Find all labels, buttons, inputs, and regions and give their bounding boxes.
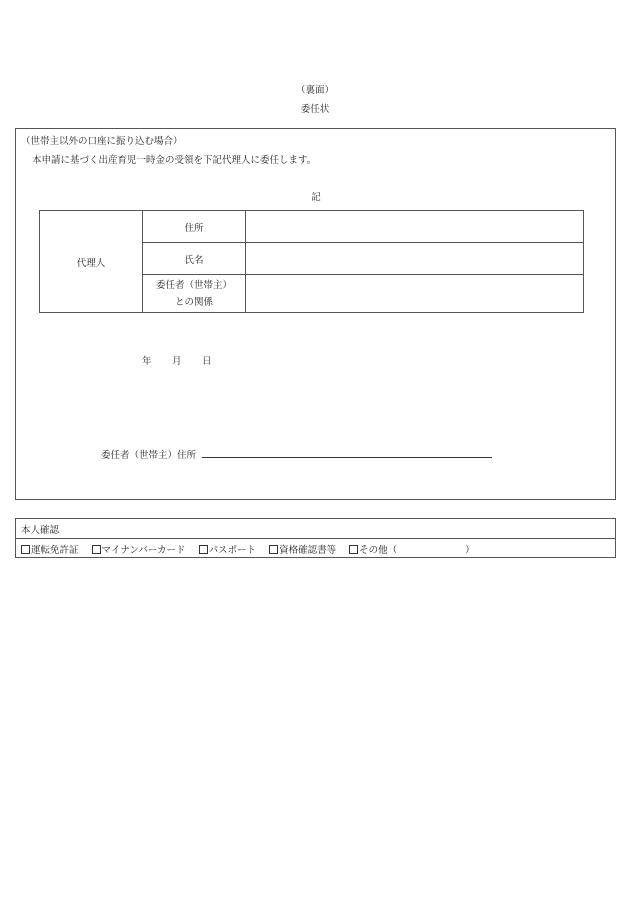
identity-option-label: マイナンバーカード bbox=[101, 545, 186, 556]
identity-options bbox=[21, 542, 475, 556]
address-label: 住所 bbox=[143, 211, 246, 243]
agent-label: 代理人 bbox=[40, 211, 143, 313]
other-close-paren: ） bbox=[465, 545, 475, 556]
relation-label-line1: 委任者（世帯主） bbox=[155, 279, 232, 291]
principal-address-line[interactable] bbox=[202, 457, 492, 458]
identity-option-label: 運転免許証 bbox=[31, 545, 79, 556]
identity-divider bbox=[15, 538, 616, 539]
date-month: 月 bbox=[172, 356, 182, 367]
identity-option-license[interactable] bbox=[21, 545, 79, 556]
identity-option-label: その他（ bbox=[359, 545, 398, 556]
delegation-box bbox=[15, 128, 616, 500]
date-day: 日 bbox=[202, 356, 212, 367]
checkbox-icon[interactable] bbox=[349, 545, 358, 554]
identity-option-other[interactable] bbox=[349, 545, 475, 556]
address-field[interactable] bbox=[246, 211, 584, 243]
relation-field[interactable] bbox=[246, 275, 584, 313]
agent-table bbox=[39, 210, 584, 313]
checkbox-icon[interactable] bbox=[269, 545, 278, 554]
identity-title: 本人確認 bbox=[21, 525, 60, 536]
checkbox-icon[interactable] bbox=[21, 545, 30, 554]
delegation-condition: （世帯主以外の口座に振り込む場合） bbox=[21, 136, 183, 147]
identity-option-passport[interactable] bbox=[199, 545, 257, 556]
principal-address-label: 委任者（世帯主）住所 bbox=[101, 450, 197, 461]
identity-option-label: 資格確認書等 bbox=[279, 545, 337, 556]
name-label: 氏名 bbox=[143, 243, 246, 275]
checkbox-icon[interactable] bbox=[199, 545, 208, 554]
identity-option-label: パスポート bbox=[208, 545, 257, 556]
relation-label-line2: との関係 bbox=[174, 296, 213, 308]
delegation-statement: 本申請に基づく出産育児一時金の受領を下記代理人に委任します。 bbox=[32, 155, 317, 166]
date-year: 年 bbox=[142, 356, 152, 367]
name-field[interactable] bbox=[246, 243, 584, 275]
identity-option-mynumber[interactable] bbox=[92, 545, 186, 556]
back-side-label: （裏面） bbox=[295, 85, 334, 96]
checkbox-icon[interactable] bbox=[92, 545, 101, 554]
identity-option-qualification[interactable] bbox=[269, 545, 336, 556]
ki-label: 記 bbox=[311, 192, 321, 203]
page-title: 委任状 bbox=[300, 104, 330, 115]
relation-label bbox=[143, 275, 246, 313]
